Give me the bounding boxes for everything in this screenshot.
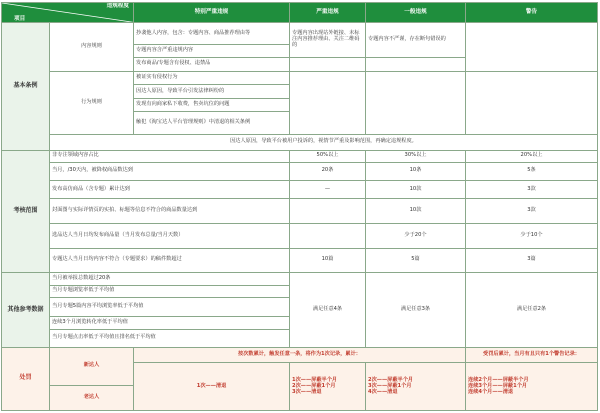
reference-item: 当月专题5篇内容平均浏览率低于平均值 [50, 298, 290, 317]
table-row [2, 71, 598, 85]
exam-serious-value: 10款 [366, 199, 466, 224]
exam-item: 专题达人当月日均内容不符合（专题要求）的稿件数超过 [50, 248, 290, 273]
penalty-line: 4次——清退 [368, 388, 398, 395]
header-corner-cell [2, 3, 134, 23]
penalty-old-creator: 老达人 [50, 386, 134, 411]
penalty-line: 连续2个月——屏蔽半个月 [468, 376, 529, 383]
penalty-line: 连续4个月——清退 [468, 388, 514, 395]
section-exam-scope: 考核范围 [2, 150, 50, 273]
exam-general-value: 3款 [466, 180, 598, 198]
table-row [2, 23, 598, 44]
exam-item: 非专注领域内容占比 [50, 150, 290, 162]
reference-item: 连续3个月浏览转化率低于平均值 [50, 317, 290, 329]
penalty-line: 2次——屏蔽半个月 [368, 376, 414, 383]
empty-cell [466, 23, 598, 71]
behavior-rule-item: 触犯《淘宝达人平台管理规则》中清退的相关条例 [134, 112, 290, 135]
reference-general-value: 满足任意2条 [466, 273, 598, 347]
penalty-line: 3次——清退 [292, 388, 322, 395]
exam-serious-value: 少于20个 [366, 223, 466, 248]
content-general-note: 专题内容不严谨，存在断句错误的 [366, 23, 466, 58]
corner-item-label: 项目 [14, 15, 26, 22]
empty-cell [466, 71, 598, 134]
content-rule-item: 发布商品/专题含有侵权、违禁品 [134, 58, 290, 72]
behavior-rule-item: 发现有向商家私下收费，售卖坑位的问题 [134, 98, 290, 112]
penalty-new-creator: 新达人 [50, 347, 134, 385]
penalty-line: 连续3个月——屏蔽1个月 [468, 382, 528, 389]
penalty-count-note: 按次数累计，触发任意一条，将作为1次记录，累计： [134, 347, 466, 363]
penalty-serious-value [290, 363, 366, 411]
exam-general-value: 5条 [466, 162, 598, 180]
table-row [2, 150, 598, 162]
penalty-line: 3次——屏蔽1个月 [368, 382, 412, 389]
content-rule-item: 专题内容含严重违规内容 [134, 44, 290, 58]
violation-policy-table [1, 2, 598, 411]
exam-item: 发布高仿商品（含专题）累计达到 [50, 180, 290, 198]
exam-item: 选品达人当月日均发布商品量（当月发布总量/当月天数） [50, 223, 290, 248]
table-row [2, 273, 598, 285]
reference-item: 当月专题浏览率低于平均值 [50, 285, 290, 297]
exam-general-value: 20%以上 [466, 150, 598, 162]
content-serious-note: 专题内容出现站外链接、未标注内容推荐理由、关注二维码的 [290, 23, 366, 58]
exam-severe-value: — [290, 180, 366, 198]
exam-severe-value: 20条 [290, 162, 366, 180]
exam-general-value: 少于10个 [466, 223, 598, 248]
reference-serious-value: 满足任意3条 [366, 273, 466, 347]
header-serious: 严重违规 [290, 3, 366, 23]
exam-severe-value [290, 199, 366, 224]
exam-general-value: 3篇 [466, 248, 598, 273]
section-other-reference: 其他参考数据 [2, 273, 50, 347]
penalty-severe-value: 1次——清退 [134, 363, 290, 411]
subsection-content-rules: 内容规则 [50, 23, 134, 71]
empty-cell [290, 71, 366, 134]
table-row [2, 223, 598, 248]
content-rule-item: 抄袭他人内容，包含：专题内容、商品推荐理由等 [134, 23, 290, 44]
penalty-warning-value [466, 363, 598, 411]
penalty-warning-note: 受罚后累计，当月有且只有1个警告记录： [466, 347, 598, 363]
exam-severe-value [290, 223, 366, 248]
penalty-line: 1次——屏蔽半个月 [292, 376, 338, 383]
table-row [2, 162, 598, 180]
exam-serious-value: 10款 [366, 180, 466, 198]
corner-severity-label: 违规程度 [106, 3, 129, 9]
table-row [2, 134, 598, 150]
empty-cell [366, 71, 466, 134]
section-basic-rules: 基本条例 [2, 23, 50, 150]
exam-item: 当月，/30天内，被降权商品数达到 [50, 162, 290, 180]
exam-serious-value: 10条 [366, 162, 466, 180]
behavior-rule-item: 被证实有侵权行为 [134, 71, 290, 85]
header-severe: 特别严重违规 [134, 3, 290, 23]
header-warning: 警告 [466, 3, 598, 23]
header-general: 一般违规 [366, 3, 466, 23]
table-row [2, 180, 598, 198]
penalty-general-value [366, 363, 466, 411]
subsection-behavior-rules: 行为规则 [50, 71, 134, 134]
reference-severe-value: 满足任意4条 [290, 273, 366, 347]
exam-general-value: 3款 [466, 199, 598, 224]
table-row [2, 199, 598, 224]
penalty-line: 2次——屏蔽1个月 [292, 382, 336, 389]
reference-item: 当月被举报总数超过20条 [50, 273, 290, 285]
behavior-rule-item: 因达人原因，导致平台引发法律纠纷的 [134, 85, 290, 99]
exam-severe-value: 10篇 [290, 248, 366, 273]
exam-item: 封面图与实际详情页的实拍、标题等信息不符合的商品数量达到 [50, 199, 290, 224]
exam-serious-value: 5篇 [366, 248, 466, 273]
table-row [2, 347, 598, 363]
exam-serious-value: 30%以上 [366, 150, 466, 162]
reference-item: 当月专题点击率低于平均值且排名低于平均值 [50, 329, 290, 347]
empty-cell [366, 58, 466, 72]
exam-severe-value: 50%以上 [290, 150, 366, 162]
section-penalty: 处罚 [2, 347, 50, 410]
complaint-footnote: 因达人原因，导致平台被用户投诉的，视情节严重及影响范围，再确定违规程度。 [50, 134, 598, 150]
table-row [2, 248, 598, 273]
table-header-row [2, 3, 598, 23]
empty-cell [290, 58, 366, 72]
